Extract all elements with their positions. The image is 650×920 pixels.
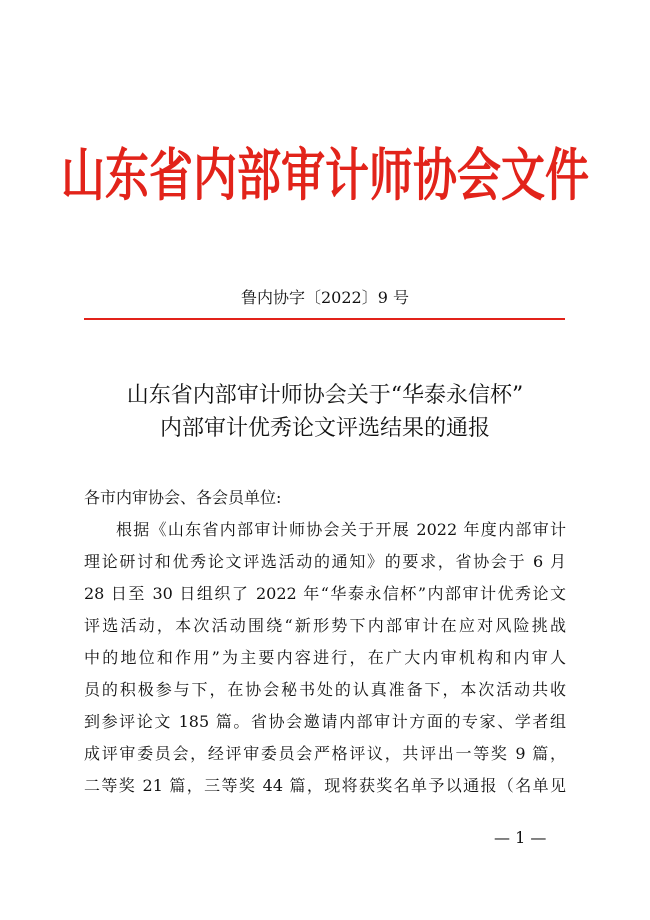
paragraph-line: 评选活动，本次活动围绕“新形势下内部审计在应对风险挑战 bbox=[84, 616, 566, 635]
document-number: 鲁内协字〔2022〕9 号 bbox=[241, 288, 409, 307]
title-line-1: 山东省内部审计师协会关于“华泰永信杯” bbox=[126, 383, 524, 408]
document-title bbox=[0, 379, 650, 445]
page-number: — 1 — bbox=[494, 828, 547, 847]
paragraph-line: 28 日至 30 日组织了 2022 年“华泰永信杯”内部审计优秀论文 bbox=[84, 584, 566, 603]
paragraph-line: 二等奖 21 篇，三等奖 44 篇，现将获奖名单予以通报（名单见 bbox=[84, 776, 566, 795]
masthead-title: 山东省内部审计师协会文件 bbox=[61, 143, 589, 209]
red-divider-line bbox=[84, 318, 565, 320]
paragraph-line: 理论研讨和优秀论文评选活动的通知》的要求，省协会于 6 月 bbox=[84, 552, 566, 571]
paragraph-line: 员的积极参与下，在协会秘书处的认真准备下，本次活动共收 bbox=[84, 680, 566, 699]
paragraph-line: 根据《山东省内部审计师协会关于开展 2022 年度内部审计 bbox=[116, 520, 566, 539]
paragraph-line: 到参评论文 185 篇。省协会邀请内部审计方面的专家、学者组 bbox=[84, 712, 566, 731]
title-line-2: 内部审计优秀论文评选结果的通报 bbox=[159, 416, 490, 441]
body-text bbox=[84, 482, 566, 802]
addressee: 各市内审协会、各会员单位: bbox=[84, 488, 282, 507]
paragraph-line: 成评审委员会，经评审委员会严格评议，共评出一等奖 9 篇， bbox=[84, 744, 566, 763]
paragraph-line: 中的地位和作用”为主要内容进行，在广大内审机构和内审人 bbox=[84, 648, 566, 667]
